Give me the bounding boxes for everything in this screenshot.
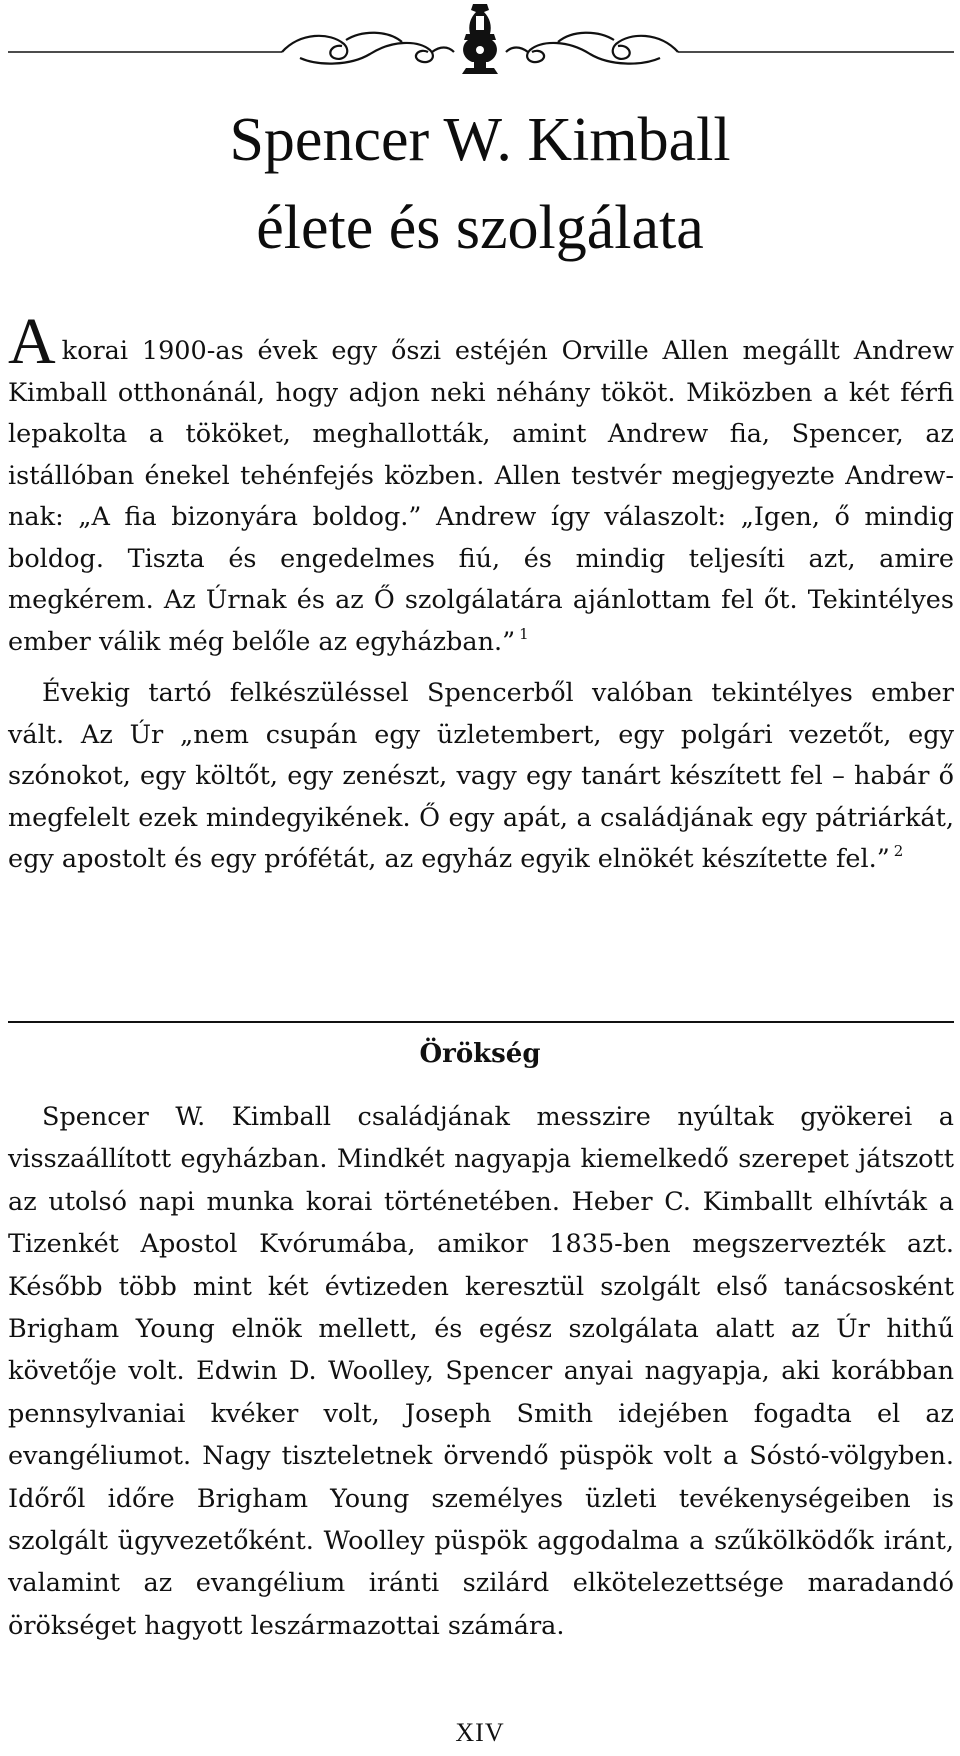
oil-lamp-icon xyxy=(462,4,498,74)
intro-paragraph-1-text: korai 1900-as évek egy őszi estéjén Orville Allen megállt Andrew Kimball otthonánál, hogy adjon neki néhány tököt. Miközben a két férfi lepakolta a tököket, meghallották, amint Andrew fia, Spencer, az istállóban énekel tehénfejés közben. Allen testvér megjegyezte Andrew-nak: „A fia bizonyára boldog.” Andrew így válaszolt: „Igen, ő mindig boldog. Tiszta és engedelmes fiú, és mindig teljesíti azt, amire megkérem. Az Úrnak és az Ő szolgálatára ajánlottam fel őt. Tekintélyes ember válik még belőle az egyházban.” xyxy=(8,336,954,657)
ornament-left-scroll xyxy=(282,33,454,64)
footnote-marker-2: 2 xyxy=(893,842,904,860)
drop-cap: A xyxy=(8,305,56,378)
ornament-right-scroll xyxy=(506,33,678,64)
section-heading: Örökség xyxy=(419,1039,541,1069)
intro-paragraph-2 xyxy=(8,673,954,881)
title-line-2: élete és szolgálata xyxy=(256,194,704,262)
header-ornament xyxy=(0,0,960,84)
section-divider xyxy=(8,1021,954,1023)
page-number: XIV xyxy=(455,1718,505,1747)
intro-section xyxy=(8,305,954,881)
heritage-paragraph: Spencer W. Kimball családjának messzire nyúltak gyökerei a visszaállított egyházban. Mindkét nagyapja kiemelkedő szerepet játszott az utolsó napi munka korai történetében. Heber C. Kimballt elhívták a Tizenkét Apostol Kvórumába, amikor 1835-ben megszervezték azt. Később több mint két évtizeden keresztül szolgált első tanácsosként Brigham Young elnök mellett, és egész szolgálata alatt az Úr hithű követője volt. Edwin D. Woolley, Spencer anyai nagyapja, aki korábban pennsylvaniai kvéker volt, Joseph Smith idejében fogadta el az evangéliumot. Nagy tiszteletnek örvendő püspök volt a Sóstó-völgyben. Időről időre Brigham Young személyes üzleti tevékenységeiben is szolgált ügyvezetőként. Woolley püspök aggodalma a szűkölködők iránt, valamint az evangélium iránti szilárd elkötelezettsége maradandó örökséget hagyott leszármazottai számára. xyxy=(8,1102,954,1641)
heritage-section xyxy=(8,1096,954,1647)
footnote-marker-1: 1 xyxy=(519,624,529,643)
page-title xyxy=(0,96,960,272)
intro-paragraph-2-text: Évekig tartó felkészüléssel Spencerből valóban tekintélyes ember vált. Az Úr „nem csupán egy üzletembert, egy polgári vezetőt, egy szónokot, egy költőt, egy zenészt, vagy egy tanárt készített fel – habár ő megfelelt ezek mindegyikének. Ő egy apát, a családjának egy pátriárkát, egy apostolt és egy prófétát, az egyház egyik elnökét készítette fel.” xyxy=(8,678,954,874)
intro-paragraph-1 xyxy=(8,305,954,663)
title-line-1: Spencer W. Kimball xyxy=(229,106,731,174)
